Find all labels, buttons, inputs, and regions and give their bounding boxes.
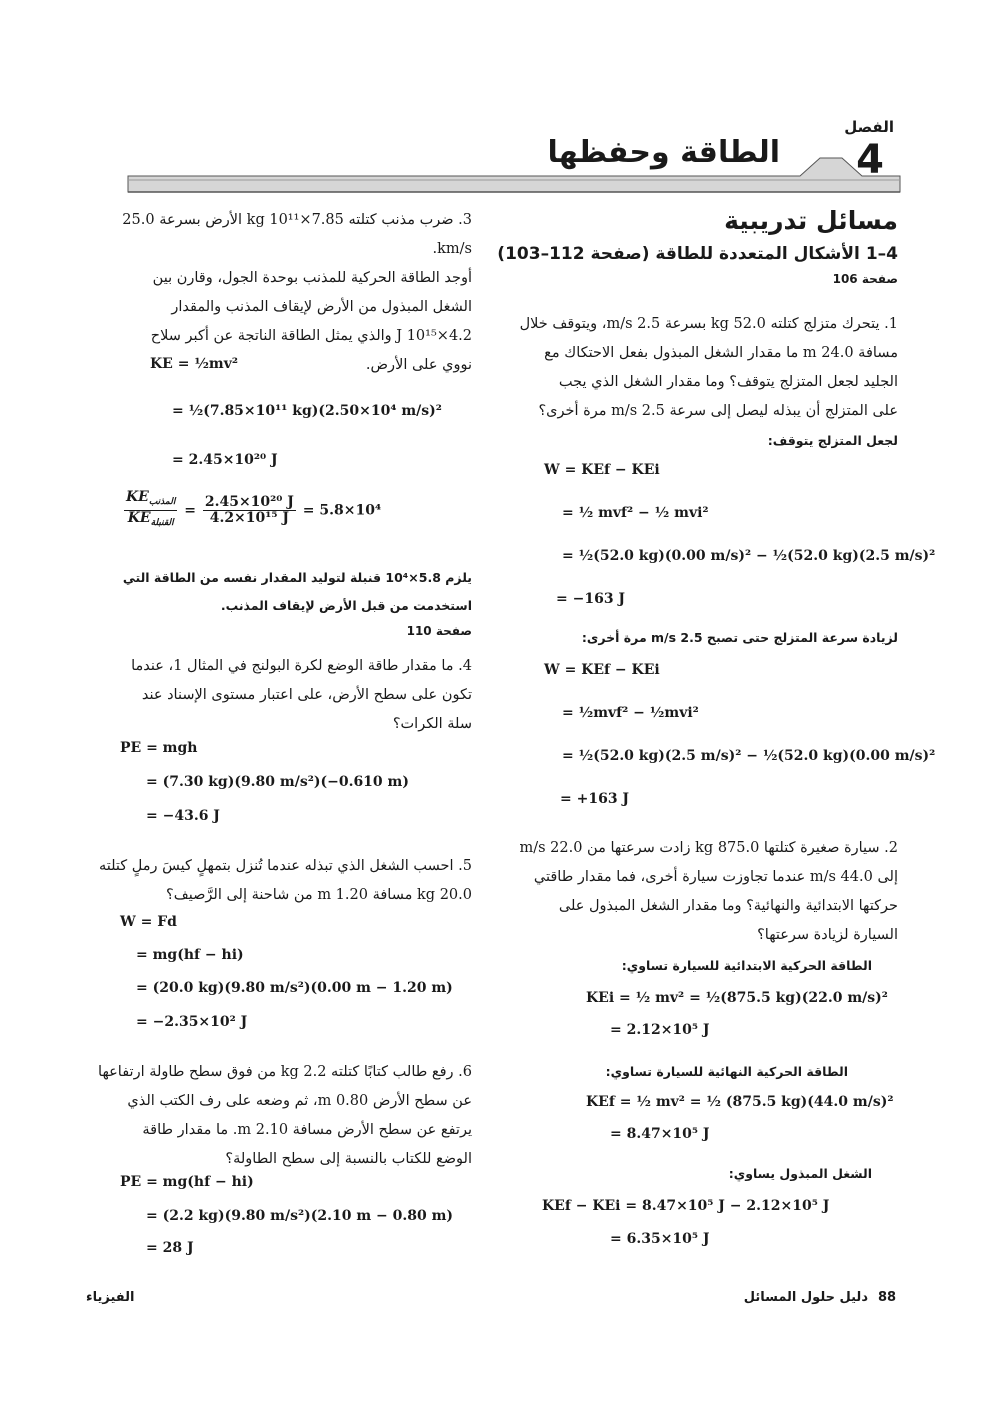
problem-3-line: الشغل المبذول من الأرض لإيقاف المذنب والمقدار bbox=[171, 299, 472, 315]
problem-5-line: 5. احسب الشغل الذي تبذله عندما تُنزل بتمهلٍ كيسَ رملٍ كتلته bbox=[98, 858, 472, 874]
eq-p6-1: PE = mg(hf − hi) bbox=[120, 1174, 254, 1190]
problem-3-line: 3. ضرب مذنب كتلته 7.85×10¹¹ kg الأرض بسرعة 25.0 km/s. bbox=[122, 212, 472, 257]
problem-1-line: الجليد لجعل المتزلج يتوقف؟ وما مقدار الشغل الذي يجب bbox=[558, 374, 898, 390]
eq-speed-4: = +163 J bbox=[560, 791, 630, 807]
header-rule bbox=[0, 0, 992, 200]
work-label: الشغل المبذول يساوي: bbox=[728, 1166, 872, 1181]
conclusion-line: يلزم 5.8×10⁴ قنبلة لتوليد المقدار نفسه من الطاقة التي bbox=[122, 570, 472, 585]
initial-ke-label: الطاقة الحركية الابتدائية للسيارة تساوي: bbox=[621, 958, 872, 973]
eq-stop-3: = ½(52.0 kg)(0.00 m/s)² − ½(52.0 kg)(2.5 m/s)² bbox=[562, 548, 936, 564]
eq-p4-2: = (7.30 kg)(9.80 m/s²)(−0.610 m) bbox=[146, 774, 409, 790]
eq-speed-1: W = KEf − KEi bbox=[544, 662, 660, 678]
problem-3-conclusion bbox=[82, 564, 472, 620]
ratio-equation: $\frac{KE_{المذنب}}{KE_{القنبلة}}$ = $\frac{\text{2.45×10²⁰ J}}{\text{4.2×10¹⁵ J}}$ = 5.8×10⁴ bbox=[122, 490, 381, 531]
problem-4-line: سلة الكرات؟ bbox=[392, 716, 472, 732]
eq-speed-2: = ½mvf² − ½mvi² bbox=[562, 705, 699, 721]
problem-3-line: أوجد الطاقة الحركية للمذنب بوحدة الجول، وقارن بين bbox=[152, 270, 472, 286]
chapter-number: 4 bbox=[856, 137, 884, 183]
problem-4-line: 4. ما مقدار طاقة الوضع لكرة البولنج في المثال 1، عندما bbox=[131, 658, 472, 674]
problem-1-line: 1. يتحرك متزلج كتلته 52.0 kg بسرعة 2.5 m/s، ويتوقف خلال bbox=[519, 316, 898, 332]
problem-3-line: 4.2×10¹⁵ J والذي يمثل الطاقة الناتجة عن أكبر سلاح bbox=[150, 328, 472, 344]
eq-p4-3: = −43.6 J bbox=[146, 808, 220, 824]
eq-stop-4: = −163 J bbox=[556, 591, 626, 607]
eq-p6-3: = 28 J bbox=[146, 1240, 194, 1256]
problem-2-line: إلى 44.0 m/s عندما تجاوزت سيارة أخرى، فما مقدار طاقتي bbox=[533, 869, 898, 885]
ratio-lhs-fraction bbox=[124, 490, 177, 531]
problem-4-line: تكون على سطح الأرض، على اعتبار مستوى الإسناد عند bbox=[141, 687, 472, 703]
eq-p5-4: = −2.35×10² J bbox=[136, 1014, 248, 1030]
eq-p4-1: PE = mgh bbox=[120, 740, 198, 756]
footer-page-number: 88 bbox=[878, 1290, 897, 1305]
eq-p3-1: KE = ½mv² bbox=[150, 356, 238, 372]
eq-speed-3: = ½(52.0 kg)(2.5 m/s)² − ½(52.0 kg)(0.00 m/s)² bbox=[562, 748, 936, 764]
eq-p3-2: = ½(7.85×10¹¹ kg)(2.50×10⁴ m/s)² bbox=[172, 403, 442, 419]
problem-1-line: مسافة 24.0 m ما مقدار الشغل المبذول بفعل الاحتكاك مع bbox=[544, 345, 898, 361]
eq-p5-3: = (20.0 kg)(9.80 m/s²)(0.00 m − 1.20 m) bbox=[136, 980, 453, 996]
problem-6-line: 6. رفع طالب كتابًا كتلته 2.2 kg من فوق سطح طاولة ارتفاعها bbox=[98, 1064, 472, 1080]
ratio-rhs-fraction bbox=[203, 495, 296, 526]
final-ke-label: الطاقة الحركية النهائية للسيارة تساوي: bbox=[605, 1064, 848, 1079]
eq-init-1: KEi = ½ mv² = ½(875.5 kg)(22.0 m/s)² bbox=[586, 990, 888, 1006]
eq-p6-2: = (2.2 kg)(9.80 m/s²)(2.10 m − 0.80 m) bbox=[146, 1208, 454, 1224]
eq-final-1: KEf = ½ mv² = ½ (875.5 kg)(44.0 m/s)² bbox=[586, 1094, 894, 1110]
problem-2-text bbox=[513, 834, 898, 950]
subsection-title: 4–1 الأشكال المتعددة للطاقة (صفحة 112–103) bbox=[497, 244, 898, 264]
eq-p5-1: W = Fd bbox=[120, 914, 177, 930]
eq-final-2: = 8.47×10⁵ J bbox=[610, 1126, 710, 1142]
chapter-title: الطاقة وحفظها bbox=[547, 135, 780, 170]
problem-2-line: السيارة لزيادة سرعتها؟ bbox=[757, 927, 898, 943]
footer-subject: الفيزياء bbox=[86, 1290, 135, 1305]
section-title: مسائل تدريبية bbox=[724, 206, 898, 235]
problem-6-line: يرتفع عن سطح الأرض مسافة 2.10 m. ما مقدار طاقة bbox=[142, 1122, 472, 1138]
chapter-label: الفصل bbox=[844, 118, 894, 136]
eq-stop-1: W = KEf − KEi bbox=[544, 462, 660, 478]
ratio-lhs-den: $KE_{القنبلة}$ bbox=[127, 510, 174, 528]
problem-6-line: الوضع للكتاب بالنسبة إلى سطح الطاولة؟ bbox=[225, 1151, 472, 1167]
footer-book-title: دليل حلول المسائل bbox=[743, 1290, 868, 1305]
ratio-rhs-den: 4.2×10¹⁵ J bbox=[209, 510, 290, 526]
problem-1-text bbox=[513, 310, 898, 426]
problem-5-text bbox=[72, 852, 472, 910]
problem-1-line: على المتزلج أن يبذله ليصل إلى سرعة 2.5 m/s مرة أخرى؟ bbox=[538, 403, 898, 419]
problem-2-line: 2. سيارة صغيرة كتلتها 875.0 kg زادت سرعتها من 22.0 m/s bbox=[519, 840, 898, 856]
stop-label: لجعل المتزلج يتوقف: bbox=[767, 433, 898, 448]
page-ref-110: صفحة 110 bbox=[406, 624, 472, 638]
ratio-result: = 5.8×10⁴ bbox=[302, 502, 382, 519]
problem-5-line: 20.0 kg مسافة 1.20 m من شاحنة إلى الرَّصيف؟ bbox=[166, 887, 472, 903]
problem-6-text bbox=[72, 1058, 472, 1174]
eq-work-2: = 6.35×10⁵ J bbox=[610, 1231, 710, 1247]
page-ref-106: صفحة 106 bbox=[832, 272, 898, 286]
problem-3-text bbox=[87, 206, 472, 380]
conclusion-line: استخدمت من قبل الأرض لإيقاف المذنب. bbox=[220, 598, 472, 613]
eq-work-1: KEf − KEi = 8.47×10⁵ J − 2.12×10⁵ J bbox=[542, 1198, 830, 1214]
problem-2-line: حركتها الابتدائية والنهائية؟ وما مقدار الشغل المبذول على bbox=[558, 898, 898, 914]
problem-4-text bbox=[82, 652, 472, 739]
eq-stop-2: = ½ mvf² − ½ mvi² bbox=[562, 505, 709, 521]
problem-6-line: عن سطح الأرض 0.80 m، ثم وضعه على رف الكتب الذي bbox=[127, 1093, 472, 1109]
ratio-rhs-num: 2.45×10²⁰ J bbox=[204, 494, 294, 510]
problem-3-line: نووي على الأرض. bbox=[365, 357, 472, 373]
eq-p5-2: = mg(hf − hi) bbox=[136, 947, 244, 963]
speed-label: لزيادة سرعة المتزلج حتى تصبح 2.5 m/s مرة أخرى: bbox=[581, 630, 898, 645]
eq-init-2: = 2.12×10⁵ J bbox=[610, 1022, 710, 1038]
eq-p3-3: = 2.45×10²⁰ J bbox=[172, 452, 278, 468]
ratio-lhs-num: $KE_{المذنب}$ bbox=[124, 490, 177, 511]
